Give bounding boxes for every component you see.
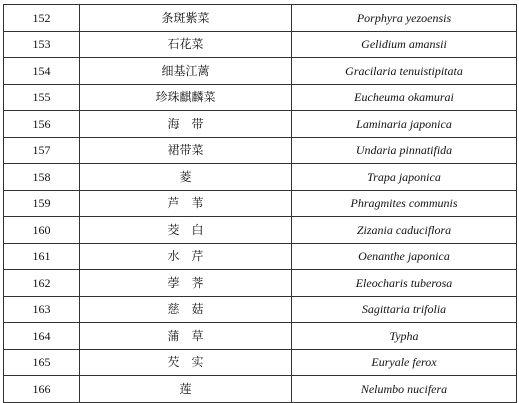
scientific-name-cell: Eucheuma okamurai (292, 84, 517, 111)
scientific-name-cell: Nelumbo nucifera (292, 376, 517, 403)
scientific-name-cell: Phragmites communis (292, 190, 517, 217)
row-number-cell: 159 (4, 190, 80, 217)
chinese-name-cell: 慈 菇 (80, 296, 292, 323)
chinese-name-cell: 芦 苇 (80, 190, 292, 217)
row-number-cell: 166 (4, 376, 80, 403)
chinese-name-cell: 荸 荠 (80, 270, 292, 297)
table-row (4, 137, 517, 164)
species-table-body (4, 5, 517, 403)
table-row (4, 376, 517, 403)
chinese-name-cell: 条斑紫菜 (80, 5, 292, 32)
table-row (4, 270, 517, 297)
table-row (4, 296, 517, 323)
table-row (4, 84, 517, 111)
row-number-cell: 155 (4, 84, 80, 111)
row-number-cell: 157 (4, 137, 80, 164)
scientific-name-cell: Gelidium amansii (292, 31, 517, 58)
row-number-cell: 160 (4, 217, 80, 244)
scientific-name-cell: Undaria pinnatifida (292, 137, 517, 164)
row-number-cell: 165 (4, 349, 80, 376)
scientific-name-cell: Euryale ferox (292, 349, 517, 376)
row-number-cell: 156 (4, 111, 80, 138)
chinese-name-cell: 海 带 (80, 111, 292, 138)
table-row (4, 5, 517, 32)
table-row (4, 164, 517, 191)
row-number-cell: 158 (4, 164, 80, 191)
chinese-name-cell: 石花菜 (80, 31, 292, 58)
table-row (4, 31, 517, 58)
table-row (4, 111, 517, 138)
table-row (4, 217, 517, 244)
scientific-name-cell: Eleocharis tuberosa (292, 270, 517, 297)
row-number-cell: 153 (4, 31, 80, 58)
row-number-cell: 162 (4, 270, 80, 297)
table-row (4, 58, 517, 85)
row-number-cell: 163 (4, 296, 80, 323)
chinese-name-cell: 莲 (80, 376, 292, 403)
row-number-cell: 152 (4, 5, 80, 32)
table-row (4, 243, 517, 270)
table-row (4, 190, 517, 217)
species-table (3, 4, 517, 403)
scientific-name-cell: Typha (292, 323, 517, 350)
scientific-name-cell: Trapa japonica (292, 164, 517, 191)
row-number-cell: 154 (4, 58, 80, 85)
scientific-name-cell: Sagittaria trifolia (292, 296, 517, 323)
scientific-name-cell: Oenanthe japonica (292, 243, 517, 270)
scientific-name-cell: Porphyra yezoensis (292, 5, 517, 32)
chinese-name-cell: 茭 白 (80, 217, 292, 244)
chinese-name-cell: 蒲 草 (80, 323, 292, 350)
chinese-name-cell: 芡 实 (80, 349, 292, 376)
scientific-name-cell: Gracilaria tenuistipitata (292, 58, 517, 85)
table-row (4, 349, 517, 376)
chinese-name-cell: 裙带菜 (80, 137, 292, 164)
chinese-name-cell: 水 芹 (80, 243, 292, 270)
scientific-name-cell: Laminaria japonica (292, 111, 517, 138)
row-number-cell: 164 (4, 323, 80, 350)
chinese-name-cell: 菱 (80, 164, 292, 191)
scientific-name-cell: Zizania caduciflora (292, 217, 517, 244)
chinese-name-cell: 珍珠麒麟菜 (80, 84, 292, 111)
chinese-name-cell: 细基江蓠 (80, 58, 292, 85)
table-row (4, 323, 517, 350)
row-number-cell: 161 (4, 243, 80, 270)
